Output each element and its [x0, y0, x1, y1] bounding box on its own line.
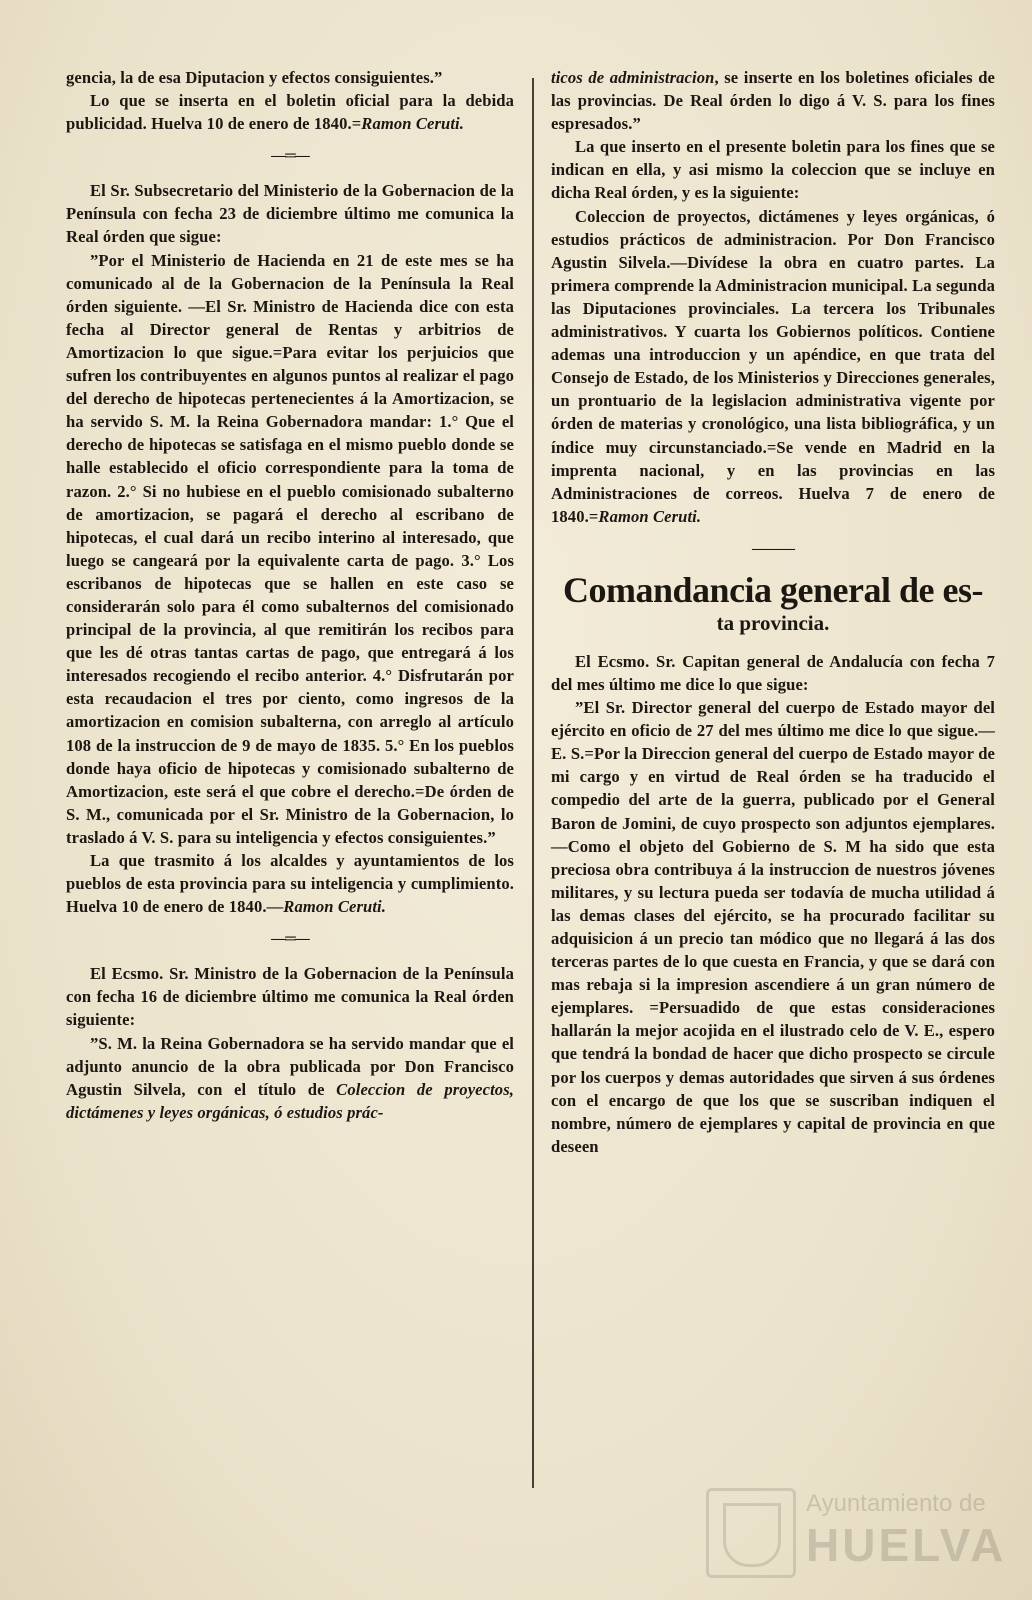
right-column — [551, 66, 995, 1158]
paragraph — [551, 205, 995, 528]
paragraph-text: La que trasmito á los alcaldes y ayuntamientos de los pueblos de esta provincia para su inteligencia y cumplimiento. Huelva 10 de enero de 1840.— — [66, 851, 514, 917]
paragraph — [551, 66, 995, 135]
section-heading-continuation: ta provincia. — [716, 610, 830, 635]
watermark-line1: Ayuntamiento de — [806, 1490, 986, 1517]
signature: Ramon Ceruti. — [283, 897, 387, 917]
separator: —═— — [271, 148, 309, 165]
city-seal-icon — [706, 1488, 796, 1578]
paragraph-text: , se inserte en los boletines oficiales de las provincias. De Real órden lo digo á V. S. para los fines espresados.” — [551, 68, 995, 134]
paragraph-text: Coleccion de proyectos, dictámenes y leyes orgánicas, ó estudios prácticos de administracion. Por Don Francisco Agustin Silvela.—Divídese la obra en cuatro partes. La primera comprende la Administracion municipal. La segunda las Diputaciones provinciales. La tercera los Tribunales administrativos. Y cuarta los Gobiernos políticos. Contiene ademas una introduccion y un apéndice, en que trata del Consejo de Estado, de los Ministerios y Direcciones generales, un prontuario de la legislacion administrativa vigente por órden de materias y cronológico, una lista bibliográfica, y un índice muy circunstanciado.=Se vende en Madrid en la imprenta nacional, y en las provincias en las Administraciones de correos. Huelva 7 de enero de 1840.= — [551, 206, 995, 526]
paragraph: ”El Sr. Director general del cuerpo de Estado mayor del ejército en oficio de 27 del mes último me dice lo que sigue.—E. S.=Por la Direccion general del cuerpo de Estado mayor de mi cargo y en virtud de Real órden se ha traducido el compedio del arte de la guerra, publicado por el General Baron de Jomini, de cuyo prospecto son adjuntos ejemplares.—Como el objeto del Gobierno de S. M ha sido que esta preciosa obra contribuya á la instruccion de nuestros jóvenes militares, y su lectura pueda ser todavía de mucha utilidad á las demas clases del ejército, se ha procurado facilitar su adquisicion á un precio tan módico que no llegará á las dos terceras partes de lo que cuesta en Francia, y que se dará con mas rebaja si la impresion ascendiere á un gran número de ejemplares. =Persuadido de que estas consideraciones hallarán la mejor acojida en el ilustrado celo de V. E., espero que tendrá la bondad de hacer que dicho prospecto se circule por los cuerpos y demas autoridades que sirven á sus órdenes con el encargo de que los que se suscriban indiquen el nombre, número de ejemplares y capital de provincia en que deseen — [551, 698, 995, 1156]
watermark — [706, 1484, 1007, 1574]
italic-title: Coleccion de proyectos, dictámenes y leyes orgánicas, ó estudios prác- — [66, 1079, 515, 1122]
paragraph: El Sr. Subsecretario del Ministerio de la Gobernacion de la Península con fecha 23 de diciembre último me comunica la Real órden que sigue: — [66, 181, 514, 247]
paragraph: El Ecsmo. Sr. Ministro de la Gobernacion de la Península con fecha 16 de diciembre último me comunica la Real órden siguiente: — [66, 964, 514, 1030]
paragraph — [66, 849, 514, 918]
left-column — [66, 66, 514, 1124]
italic-title: ticos de administracion — [551, 68, 715, 87]
paragraph-text: Lo que se inserta en el boletin oficial para la debida publicidad. Huelva 10 de enero de 1840.= — [66, 91, 514, 134]
separator: ——— — [752, 540, 794, 557]
paragraph-text: ”S. M. la Reina Gobernadora se ha servido mandar que el adjunto anuncio de la obra publicada por Don Francisco Agustin Silvela, con el título de — [66, 1033, 514, 1099]
paragraph: gencia, la de esa Diputacion y efectos consiguientes.” — [66, 68, 443, 87]
separator: —═— — [271, 931, 309, 948]
paragraph: La que inserto en el presente boletin para los fines que se indican en ella, y asi mismo la coleccion que se incluye en dicha Real órden, y es la siguiente: — [551, 137, 995, 203]
paragraph: ”Por el Ministerio de Hacienda en 21 de este mes se ha comunicado al de la Gobernacion de la Península la Real órden siguiente. —El Sr. Ministro de Hacienda dice con esta fecha al Director general de Rentas y arbitrios de Amortizacion lo que sigue.=Para evitar los perjuicios que sufren los contribuyentes en algunos puntos al realizar el pago del derecho de hipotecas pertenecientes á la Amortizacion, se ha servido S. M. la Reina Gobernadora mandar: 1.° Que el derecho de hipotecas se satisfaga en el mismo pueblo donde se halle establecido el oficio correspondiente para la toma de razon. 2.° Si no hubiese en el pueblo comisionado subalterno de amortizacion, se pagará el derecho al escribano de hipotecas, el cual dará un recibo interino al interesado, que luego se cangeará por la equivalente carta de pago. 3.° Los escribanos de hipotecas que se hallen en este caso se considerarán solo para él como subalternos del comisionado principal de la provincia, al que remitirán los recibos para que les dé otras tantas cartas de pago, que entregará á los interesados recogiendo el recibo anterior. 4.° Disfrutarán por esta recaudacion el tres por ciento, como ingresos de la amortizacion en comision subalterna, con arreglo al artículo 108 de la instruccion de 9 de mayo de 1835. 5.° En los pueblos donde haya oficio de hipotecas y comisionado subalterno de Amortizacion, este será el que cobre el derecho.=De órden de S. M., comunicada por el Sr. Ministro de la Gobernacion, lo traslado á V. S. para su inteligencia y efectos consiguientes.” — [66, 250, 514, 847]
signature: Ramon Ceruti. — [361, 114, 465, 134]
paragraph — [66, 1032, 514, 1124]
section-heading: Comandancia general de es- — [563, 569, 983, 610]
paragraph: El Ecsmo. Sr. Capitan general de Andalucía con fecha 7 del mes último me dice lo que sigue: — [551, 651, 995, 694]
column-divider — [532, 78, 534, 1488]
signature: Ramon Ceruti. — [598, 506, 702, 526]
watermark-line2: HUELVA — [806, 1519, 1007, 1571]
paragraph — [66, 89, 514, 135]
